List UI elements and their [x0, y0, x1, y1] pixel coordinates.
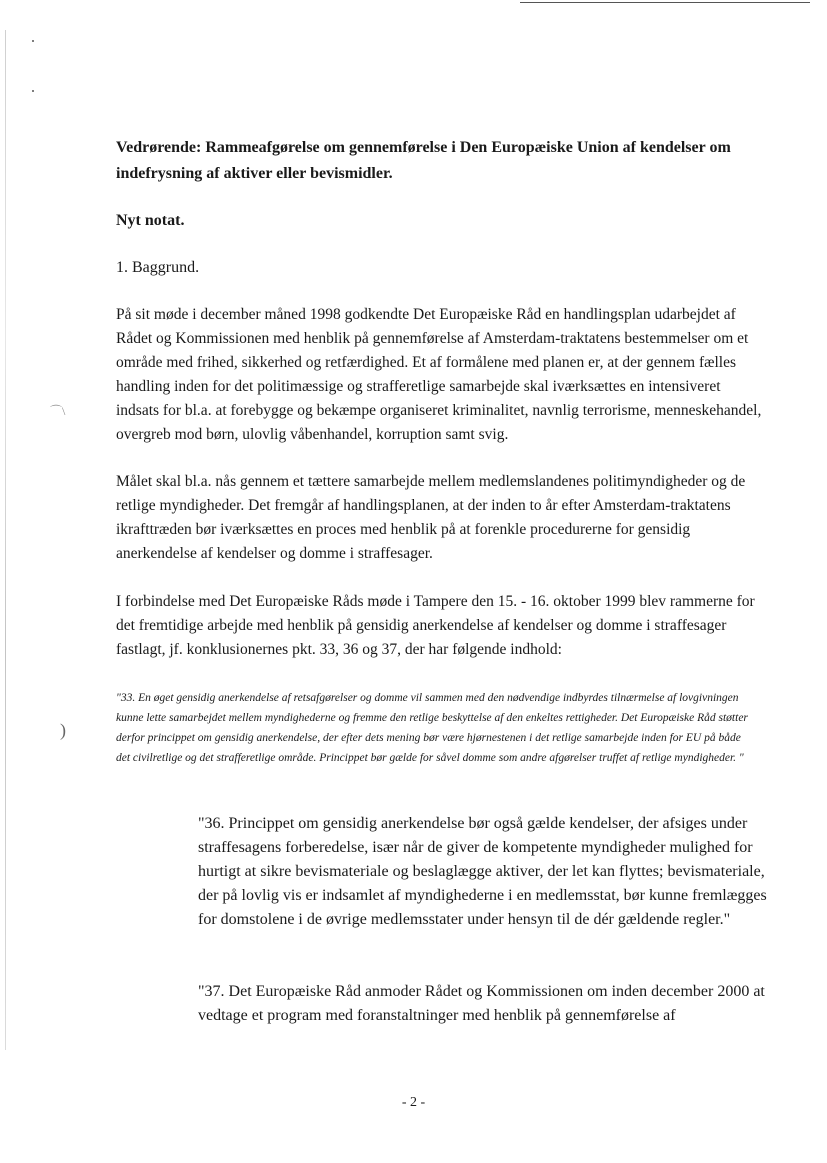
quote-37: "37. Det Europæiske Råd anmoder Rådet og Kommissionen om inden december 2000 at vedtage et program med foranstaltninger med henblik på gennemførelse af: [198, 983, 765, 1024]
scan-artifact-line: [520, 2, 810, 3]
document-title: Vedrørende: Rammeafgørelse om gennemførelse i Den Europæiske Union af kendelser om indefrysning af aktiver eller bevismidler.: [116, 139, 731, 182]
paragraph: I forbindelse med Det Europæiske Råds møde i Tampere den 15. - 16. oktober 1999 blev rammerne for det fremtidige arbejde med henblik på gensidig anerkendelse af kendelser og domme i straffesager fastlagt, jf. konklusionernes pkt. 33, 36 og 37, der har følgende indhold:: [116, 593, 755, 658]
scan-artifact-edge: [5, 30, 6, 1050]
quote-36: "36. Princippet om gensidig anerkendelse bør også gælde kendelser, der afsiges under straffesagens forberedelse, især når de giver de kompetente myndigheder mulighed for hurtigt at sikre bevismateriale og beslaglægge aktiver, der let kan flyttes; bevismateriale, der på lovlig vis er indsamlet af myndighederne i en medlemsstat, bør kunne fremlægges for domstolene i de øvrige medlemsstater under hensyn til de dér gældende regler.": [198, 815, 767, 928]
paragraph: Målet skal bl.a. nås gennem et tættere samarbejde mellem medlemslandenes politimyndigheder og de retlige myndigheder. Det fremgår af handlingsplanen, at der inden to år efter Amsterdam-traktatens ikrafttræden bør iværksættes en proces med henblik på at forenkle procedurerne for gensidig anerkendelse af kendelser og domme i straffesager.: [116, 473, 746, 562]
document-subtitle: Nyt notat.: [116, 212, 185, 229]
scan-artifact-dot: [32, 90, 34, 92]
page-number: - 2 -: [401, 1095, 426, 1110]
scan-artifact-paren: ): [60, 720, 66, 740]
quote-33: "33. En øget gensidig anerkendelse af retsafgørelser og domme vil sammen med den nødvendige indbyrdes tilnærmelse af lovgivningen kunne lette samarbejdet mellem myndighederne og fremme den retlige beskyttelse af den enkeltes rettigheder. Det Europæiske Råd støtter derfor princippet om gensidig anerkendelse, der efter dets mening bør være hjørnestenen i det retlige samarbejde inden for EU på både det civilretlige og det strafferetlige område. Princippet bør gælde for såvel domme som andre afgørelser truffet af retlige myndigheder. ": [116, 692, 748, 764]
scan-artifact-dot: [32, 40, 34, 42]
paragraph: På sit møde i december måned 1998 godkendte Det Europæiske Råd en handlingsplan udarbejdet af Rådet og Kommissionen med henblik på gennemførelse af Amsterdam-traktatens bestemmelser om et område med frihed, sikkerhed og retfærdighed. Et af formålene med planen er, at der gennem fælles handling inden for det politimæssige og strafferetlige samarbejde skal iværksættes en intensiveret indsats for bl.a. at forebygge og bekæmpe organiseret kriminalitet, navnlig terrorisme, menneskehandel, overgreb mod børn, ulovlig våbenhandel, korruption samt svig.: [116, 306, 762, 443]
section-heading: 1. Baggrund.: [116, 259, 200, 276]
scan-artifact-mark: ⌒\: [50, 404, 66, 418]
